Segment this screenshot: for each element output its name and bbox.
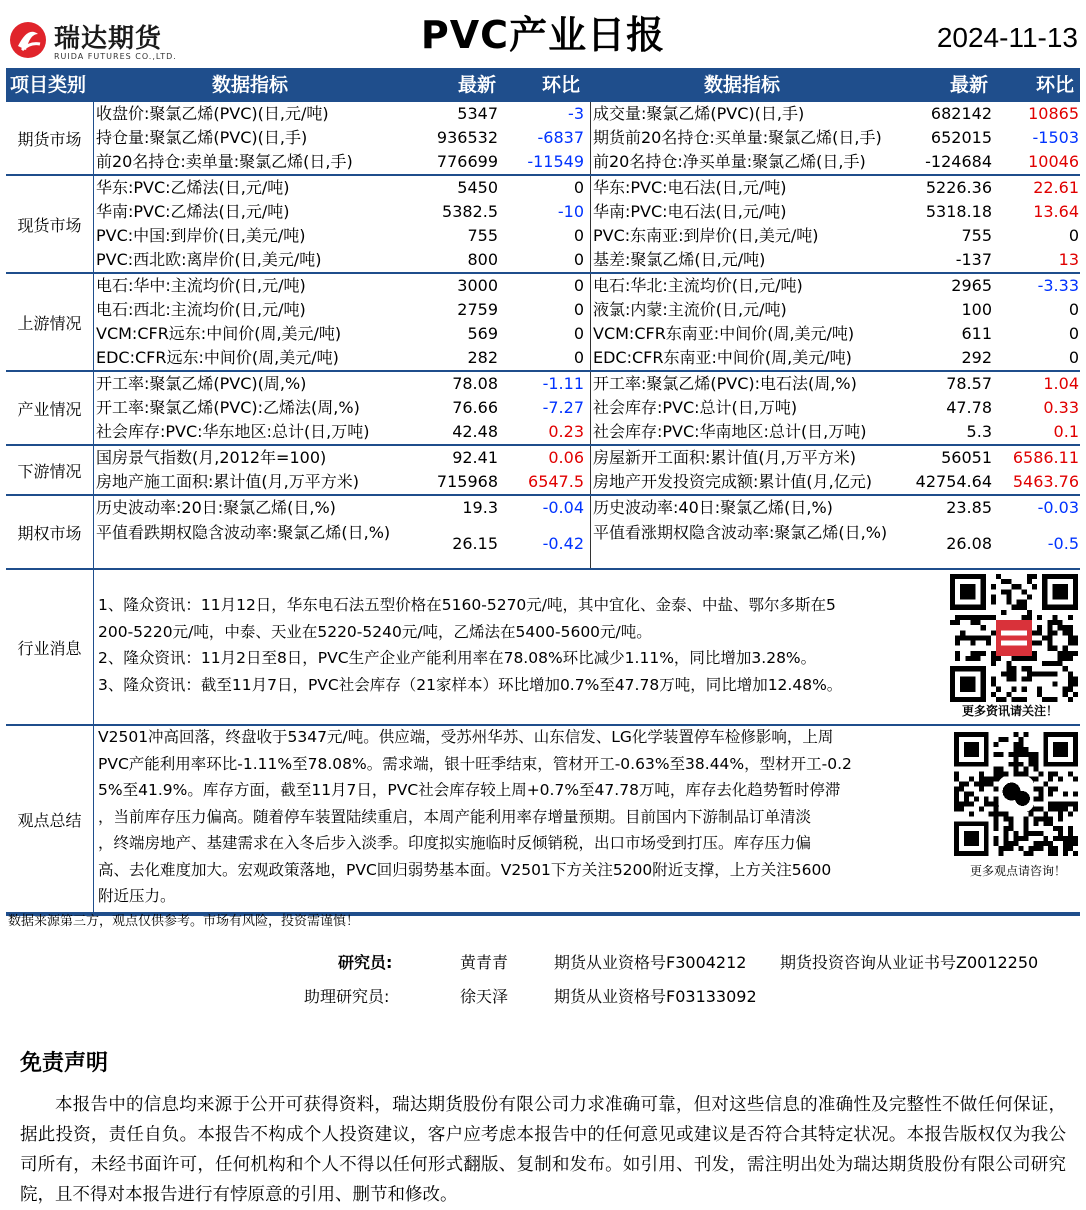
indicator-name: 电石:华北:主流均价(日,元/吨) <box>590 274 890 298</box>
view-category: 观点总结 <box>6 726 94 912</box>
table-row <box>6 298 1080 322</box>
indicator-name: 电石:西北:主流均价(日,元/吨) <box>96 300 306 319</box>
news-category: 行业消息 <box>6 570 94 724</box>
table-section <box>6 102 1080 176</box>
latest-value: 42.48 <box>452 422 498 441</box>
change-value: 0 <box>573 276 584 295</box>
indicator-name: 基差:聚氯乙烯(日,元/吨) <box>590 248 890 272</box>
news-qr-caption: 更多资讯请关注！ <box>962 704 1059 718</box>
table-section <box>6 274 1080 372</box>
table-row <box>6 470 1080 494</box>
change-value: 0 <box>1068 324 1079 343</box>
table-row <box>6 126 1080 150</box>
indicator-name: 历史波动率:40日:聚氯乙烯(日,%) <box>590 496 890 520</box>
latest-value: 26.15 <box>452 534 498 553</box>
indicator-name: 房屋新开工面积:累计值(月,万平方米) <box>590 446 890 470</box>
header-indicator-right: 数据指标 <box>704 74 781 96</box>
indicator-name: 平值看跌期权隐含波动率:聚氯乙烯(日,%) <box>96 523 391 542</box>
section-category: 期货市场 <box>6 102 94 174</box>
latest-value: 715968 <box>436 472 498 491</box>
indicator-name: 前20名持仓:卖单量:聚氯乙烯(日,手) <box>96 152 353 171</box>
latest-value: -124684 <box>925 152 992 171</box>
qr-code-wechat-icon <box>954 732 1078 856</box>
text-line: 2、隆众资讯：11月2日至8日，PVC生产企业产能利用率在78.08%环比减少1.11%，同比增加3.28%。 <box>98 649 817 667</box>
latest-value: 611 <box>961 324 992 343</box>
change-value: -0.42 <box>542 534 584 553</box>
change-value: 13.64 <box>1033 202 1079 221</box>
section-category: 下游情况 <box>6 446 94 494</box>
indicator-name: 期货前20名持仓:买单量:聚氯乙烯(日,手) <box>590 126 890 150</box>
latest-value: 42754.64 <box>915 472 992 491</box>
change-value: -1.11 <box>542 374 584 393</box>
indicator-name: 液氯:内蒙:主流价(日,元/吨) <box>590 298 890 322</box>
table-row <box>6 496 1080 520</box>
assistant-name: 徐天泽 <box>460 987 509 1006</box>
indicator-name: 平值看涨期权隐含波动率:聚氯乙烯(日,%) <box>590 520 890 568</box>
header-change-right: 环比 <box>1036 74 1075 96</box>
latest-value: 755 <box>961 226 992 245</box>
view-text <box>98 724 904 910</box>
change-value: 0 <box>573 226 584 245</box>
header-latest-right: 最新 <box>950 74 989 96</box>
table-row <box>6 102 1080 126</box>
header-change-left: 环比 <box>542 74 581 96</box>
text-line: ，终端房地产、基建需求在入冬后步入淡季。印度拟实施临时反倾销税，出口市场受到打压。库存压力偏 <box>98 834 812 852</box>
company-name-en: RUIDA FUTURES CO.,LTD. <box>54 52 177 61</box>
latest-value: 78.08 <box>452 374 498 393</box>
change-value: 10046 <box>1028 152 1079 171</box>
indicator-name: 历史波动率:20日:聚氯乙烯(日,%) <box>96 498 336 517</box>
latest-value: -137 <box>955 250 992 269</box>
change-value: -1503 <box>1032 128 1079 147</box>
latest-value: 5347 <box>457 104 498 123</box>
table-row <box>6 520 1080 568</box>
assistant-label: 助理研究员: <box>304 987 390 1006</box>
change-value: 6586.11 <box>1012 448 1079 467</box>
latest-value: 3000 <box>457 276 498 295</box>
table-row <box>6 200 1080 224</box>
indicator-name: 社会库存:PVC:总计(日,万吨) <box>590 396 890 420</box>
view-qr-caption: 更多观点请咨询！ <box>970 864 1067 878</box>
table-row <box>6 274 1080 298</box>
change-value: -3.33 <box>1037 276 1079 295</box>
text-line: 3、隆众资讯：截至11月7日，PVC社会库存（21家样本）环比增加0.7%至47.78万吨，同比增加12.48%。 <box>98 675 843 694</box>
news-text <box>98 592 904 698</box>
latest-value: 47.78 <box>946 398 992 417</box>
change-value: 0.06 <box>548 448 584 467</box>
latest-value: 936532 <box>436 128 498 147</box>
latest-value: 682142 <box>930 104 992 123</box>
indicator-name: 前20名持仓:净买单量:聚氯乙烯(日,手) <box>590 150 890 174</box>
indicator-name: 持仓量:聚氯乙烯(PVC)(日,手) <box>96 128 308 147</box>
table-row <box>6 176 1080 200</box>
latest-value: 652015 <box>930 128 992 147</box>
latest-value: 5450 <box>457 178 498 197</box>
header-indicator-left: 数据指标 <box>212 74 289 96</box>
report-title: PVC产业日报 <box>420 13 666 57</box>
change-value: 0 <box>573 348 584 367</box>
latest-value: 5226.36 <box>925 178 992 197</box>
table-row <box>6 248 1080 272</box>
change-value: 6547.5 <box>528 472 584 491</box>
change-value: 0 <box>573 300 584 319</box>
latest-value: 5382.5 <box>442 202 498 221</box>
table-row <box>6 420 1080 444</box>
latest-value: 776699 <box>436 152 498 171</box>
change-value: 1.04 <box>1043 374 1079 393</box>
text-line: ，当前库存压力偏高。随着停车装置陆续重启，本周产能利用率存增量预期。目前国内下游制品订单清淡 <box>98 807 812 826</box>
section-category: 现货市场 <box>6 176 94 272</box>
text-line: 1、隆众资讯：11月12日，华东电石法五型价格在5160-5270元/吨，其中宜化、金泰、中盐、鄂尔多斯在5 <box>98 596 836 614</box>
change-value: 5463.76 <box>1012 472 1079 491</box>
table-body <box>6 102 1080 570</box>
indicator-name: 房地产施工面积:累计值(月,万平方米) <box>96 472 359 491</box>
indicator-name: 开工率:聚氯乙烯(PVC)(周,%) <box>96 374 307 393</box>
indicator-name: 社会库存:PVC:华南地区:总计(日,万吨) <box>590 420 890 444</box>
table-section <box>6 496 1080 570</box>
indicator-name: 开工率:聚氯乙烯(PVC):乙烯法(周,%) <box>96 398 360 417</box>
researcher-license: 期货从业资格号F3004212 <box>554 953 747 972</box>
table-row <box>6 322 1080 346</box>
change-value: 10865 <box>1028 104 1079 123</box>
latest-value: 19.3 <box>462 498 498 517</box>
indicator-name: VCM:CFR东南亚:中间价(周,美元/吨) <box>590 322 890 346</box>
researcher-label: 研究员: <box>338 953 393 972</box>
view-section <box>6 726 1080 914</box>
indicator-name: 收盘价:聚氯乙烯(PVC)(日,元/吨) <box>96 104 329 123</box>
table-section <box>6 176 1080 274</box>
indicator-name: 国房景气指数(月,2012年=100) <box>96 448 327 467</box>
disclaimer-body: 本报告中的信息均来源于公开可获得资料，瑞达期货股份有限公司力求准确可靠，但对这些信息的准确性及完整性不做任何保证，据此投资，责任自负。本报告不构成个人投资建议，客户应考虑本报告中的任何意见或建议是否符合其特定状况。本报告版权仅为我公司所有，未经书面许可，任何机构和个人不得以任何形式翻版、复制和发布。如引用、刊发，需注明出处为瑞达期货股份有限公司研究院，且不得对本报告进行有悖原意的引用、删节和修改。 <box>20 1095 1066 1205</box>
change-value: 0 <box>1068 300 1079 319</box>
news-section <box>6 570 1080 726</box>
researcher-name: 黄青青 <box>460 953 509 972</box>
latest-value: 2759 <box>457 300 498 319</box>
change-value: 0 <box>1068 226 1079 245</box>
change-value: 22.61 <box>1033 178 1079 197</box>
table-section <box>6 372 1080 446</box>
indicator-name: 华南:PVC:乙烯法(日,元/吨) <box>96 202 290 221</box>
change-value: -10 <box>557 202 584 221</box>
section-category: 上游情况 <box>6 274 94 370</box>
section-category: 期权市场 <box>6 496 94 568</box>
indicator-name: 电石:华中:主流均价(日,元/吨) <box>96 276 306 295</box>
latest-value: 92.41 <box>452 448 498 467</box>
table-row <box>6 224 1080 248</box>
text-line: V2501冲高回落，终盘收于5347元/吨。供应端，受苏州华苏、山东信发、LG化学装置停车检修影响，上周 <box>98 728 834 746</box>
data-table <box>6 68 1080 916</box>
table-header <box>6 68 1080 102</box>
change-value: 0 <box>573 250 584 269</box>
latest-value: 2965 <box>951 276 992 295</box>
text-line: PVC产能利用率环比-1.11%至78.08%。需求端，银十旺季结束，管材开工-0.63%至38.44%，型材开工-0.2 <box>98 754 852 773</box>
indicator-name: 房地产开发投资完成额:累计值(月,亿元) <box>590 470 890 494</box>
change-value: 0 <box>1068 348 1079 367</box>
header-category: 项目类别 <box>10 74 87 96</box>
text-line: 附近压力。 <box>98 887 176 905</box>
change-value: 0 <box>573 178 584 197</box>
change-value: 13 <box>1058 250 1079 269</box>
change-value: -7.27 <box>542 398 584 417</box>
indicator-name: 社会库存:PVC:华东地区:总计(日,万吨) <box>96 422 370 441</box>
indicator-name: VCM:CFR远东:中间价(周,美元/吨) <box>96 324 342 343</box>
indicator-name: 开工率:聚氯乙烯(PVC):电石法(周,%) <box>590 372 890 396</box>
header-latest-left: 最新 <box>458 74 497 96</box>
change-value: -11549 <box>527 152 584 171</box>
section-category: 产业情况 <box>6 372 94 444</box>
indicator-name: EDC:CFR远东:中间价(周,美元/吨) <box>96 348 339 367</box>
change-value: -6837 <box>537 128 584 147</box>
indicator-name: 华东:PVC:乙烯法(日,元/吨) <box>96 178 290 197</box>
latest-value: 76.66 <box>452 398 498 417</box>
indicator-name: PVC:中国:到岸价(日,美元/吨) <box>96 226 306 245</box>
company-name-cn: 瑞达期货 <box>54 24 163 54</box>
latest-value: 5318.18 <box>925 202 992 221</box>
table-row <box>6 150 1080 174</box>
latest-value: 282 <box>467 348 498 367</box>
latest-value: 292 <box>961 348 992 367</box>
change-value: -0.03 <box>1037 498 1079 517</box>
latest-value: 26.08 <box>946 534 992 553</box>
table-row <box>6 346 1080 370</box>
latest-value: 755 <box>467 226 498 245</box>
change-value: -3 <box>568 104 584 123</box>
table-row <box>6 446 1080 470</box>
latest-value: 23.85 <box>946 498 992 517</box>
report-date: 2024-11-13 <box>936 22 1078 53</box>
change-value: 0.33 <box>1043 398 1079 417</box>
indicator-name: PVC:西北欧:离岸价(日,美元/吨) <box>96 250 322 269</box>
text-line: 5%至41.9%。库存方面，截至11月7日，PVC社会库存较上周+0.7%至47.78万吨，库存去化趋势暂时停滞 <box>98 781 841 799</box>
latest-value: 800 <box>467 250 498 269</box>
text-line: 200-5220元/吨，中泰、天业在5220-5240元/吨，乙烯法在5400-5600元/吨。 <box>98 622 652 641</box>
indicator-name: PVC:东南亚:到岸价(日,美元/吨) <box>590 224 890 248</box>
source-note: 数据来源第三方，观点仅供参考。市场有风险，投资需谨慎！ <box>8 914 360 929</box>
latest-value: 78.57 <box>946 374 992 393</box>
text-line: 高、去化难度加大。宏观政策落地，PVC回归弱势基本面。V2501下方关注5200附近支撑，上方关注5600 <box>98 860 832 879</box>
latest-value: 56051 <box>941 448 992 467</box>
disclaimer-title: 免责声明 <box>20 1051 109 1076</box>
indicator-name: 华东:PVC:电石法(日,元/吨) <box>590 176 890 200</box>
qr-code-news-icon <box>950 574 1078 702</box>
change-value: -0.5 <box>1047 534 1079 553</box>
change-value: 0.23 <box>548 422 584 441</box>
table-row <box>6 372 1080 396</box>
researcher-advisory-license: 期货投资咨询从业证书号Z0012250 <box>780 953 1039 972</box>
change-value: 0.1 <box>1053 422 1079 441</box>
indicator-name: 华南:PVC:电石法(日,元/吨) <box>590 200 890 224</box>
report-header <box>0 0 1086 66</box>
change-value: -0.04 <box>542 498 584 517</box>
table-section <box>6 446 1080 496</box>
latest-value: 5.3 <box>966 422 992 441</box>
indicator-name: EDC:CFR东南亚:中间价(周,美元/吨) <box>590 346 890 370</box>
table-row <box>6 396 1080 420</box>
assistant-license: 期货从业资格号F03133092 <box>554 987 757 1006</box>
indicator-name: 成交量:聚氯乙烯(PVC)(日,手) <box>590 102 890 126</box>
latest-value: 100 <box>961 300 992 319</box>
latest-value: 569 <box>467 324 498 343</box>
change-value: 0 <box>573 324 584 343</box>
